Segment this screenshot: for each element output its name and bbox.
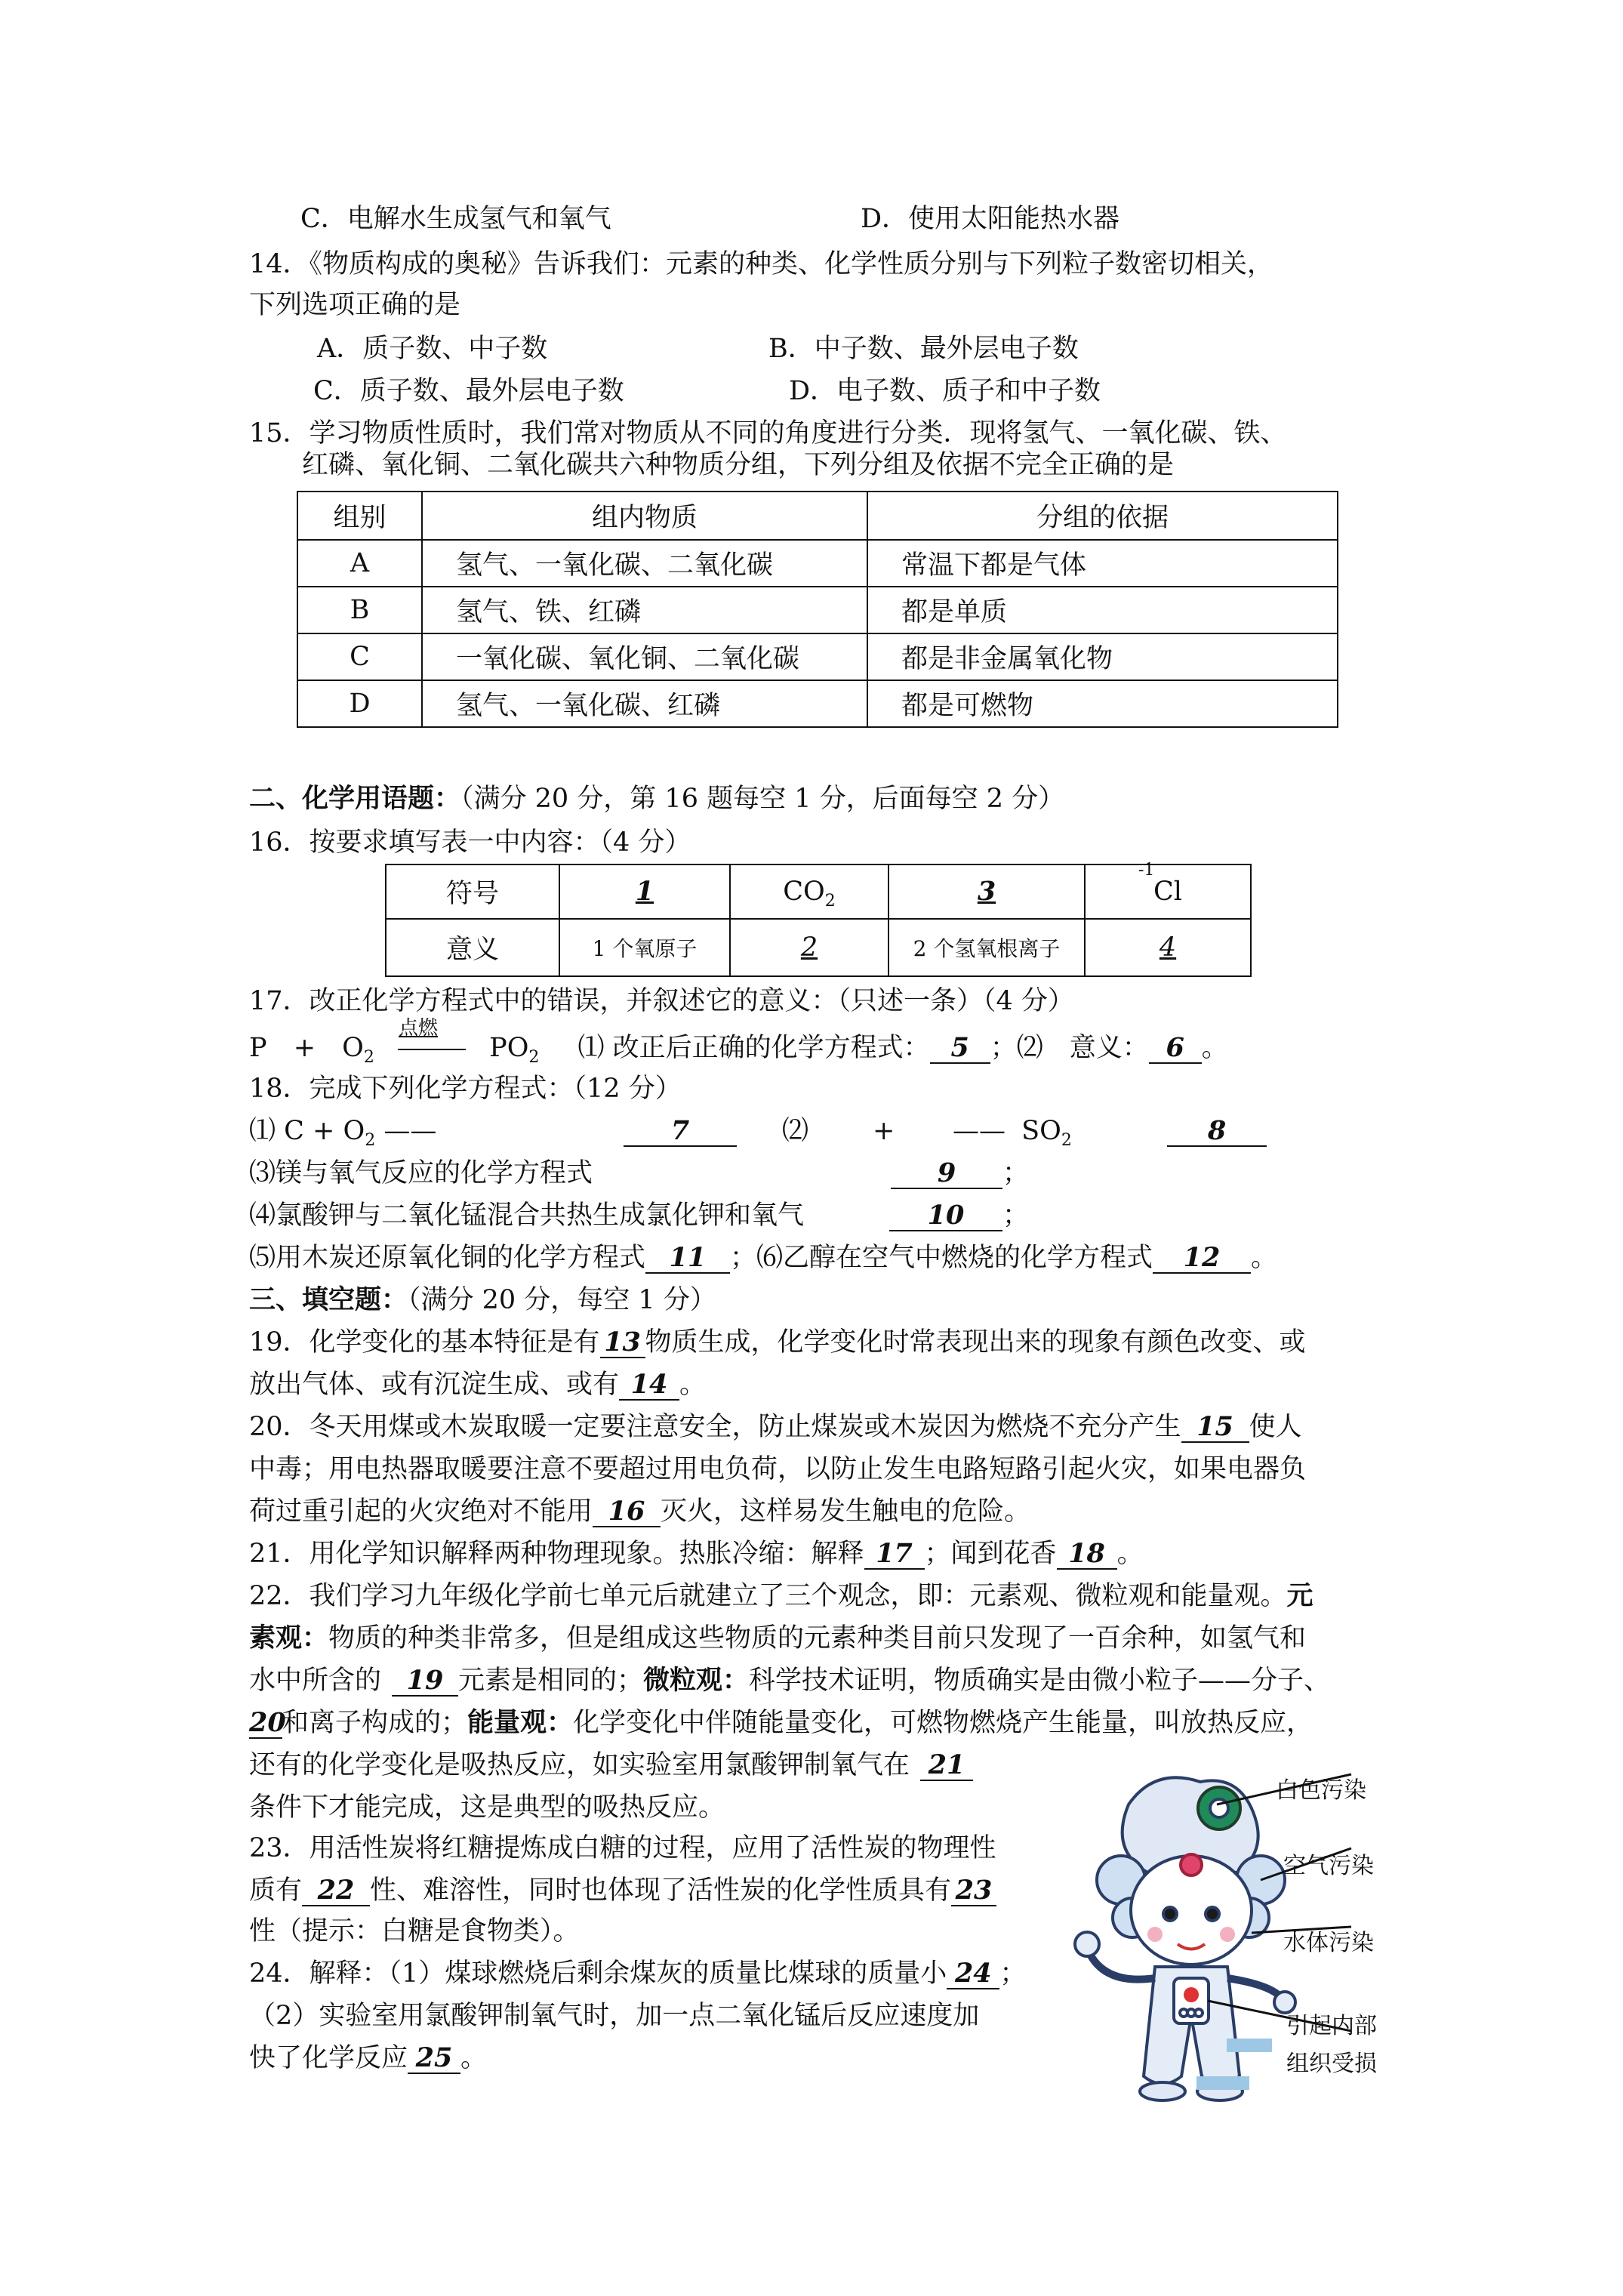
q15-header-basis: 分组的依据 <box>867 492 1338 540</box>
q15-header-group: 组别 <box>297 492 422 540</box>
q23-line1: 23．用活性炭将红糖提炼成白糖的过程，应用了活性炭的物理性 <box>249 1833 996 1863</box>
q14-stem-line1: 14．《物质构成的奥秘》告诉我们：元素的种类、化学性质分别与下列粒子数密切相关， <box>249 249 1274 279</box>
q21-text2: ；闻到花香 <box>924 1539 1057 1569</box>
q23-answer-22: 22 <box>302 1876 370 1906</box>
q22-text1: 22．我们学习九年级化学前七单元后就建立了三个观念，即：元素观、微粒观和能量观。 <box>249 1581 1287 1611</box>
q16-symbol-label: 符号 <box>386 864 559 919</box>
q21-answer-18: 18 <box>1057 1539 1117 1570</box>
q18-answer-8: 8 <box>1167 1117 1267 1147</box>
q20-line2: 中毒；用电热器取暖要注意不要超过用电负荷，以防止发生电路短路引起火灾，如果电器负 <box>249 1454 1307 1484</box>
q15-row-a-group: A <box>297 540 422 587</box>
q18-answer-10: 10 <box>889 1201 1002 1231</box>
q15-stem-line1: 15．学习物质性质时，我们常对物质从不同的角度进行分类．现将氢气、一氧化碳、铁、 <box>249 418 1287 448</box>
section2-heading <box>249 782 1064 815</box>
q18-l2-eq <box>953 1114 1072 1148</box>
q24-answer-25: 25 <box>408 2044 460 2074</box>
q18-answer-11: 11 <box>645 1244 730 1274</box>
q23-answer-23: 23 <box>951 1876 996 1906</box>
q15-row-d-substances: 氢气、一氧化碳、红磷 <box>422 680 867 727</box>
q19-line2 <box>249 1368 706 1401</box>
q14-option-a: A．质子数、中子数 <box>317 334 548 364</box>
q21-answer-17: 17 <box>864 1539 925 1570</box>
q22-bold1: 元 <box>1286 1580 1313 1611</box>
q21-text1: 21．用化学知识解释两种物理现象。热胀冷缩：解释 <box>249 1539 864 1569</box>
section3-note: （满分 20 分，每空 1 分） <box>408 1285 716 1315</box>
q15-row-a-substances: 氢气、一氧化碳、二氧化碳 <box>422 540 867 587</box>
section3-title: 三、填空题： <box>249 1285 408 1315</box>
q18-answer-9: 9 <box>891 1159 1002 1189</box>
q17-o2-sub: 2 <box>363 1048 374 1067</box>
q17-po2-sub: 2 <box>528 1048 540 1067</box>
q18-line4: ⑷氯酸钾与二氧化锰混合共热生成氯化钾和氧气 <box>249 1200 805 1231</box>
q15-row-b-group: B <box>297 587 422 633</box>
q15-table <box>297 491 1338 728</box>
q16-meaning-3: 2 个氢氧根离子 <box>888 919 1085 976</box>
q19-answer-13: 13 <box>600 1328 645 1358</box>
q22-text3: 水中所含的 <box>249 1666 382 1696</box>
label-white-pollution: 白色污染 <box>1276 1777 1366 1804</box>
q18-answer-7: 7 <box>624 1117 737 1147</box>
q16-cl: Cl <box>1153 877 1182 907</box>
q23-text2: 质有 <box>249 1875 303 1906</box>
q13-option-d: D．使用太阳能热水器 <box>861 204 1120 234</box>
q18-period: 。 <box>1251 1243 1278 1273</box>
q18-l1-sub: 2 <box>365 1131 376 1150</box>
q16-table <box>385 861 1252 977</box>
q22-bold4: 能量观： <box>467 1707 574 1738</box>
q24-semi: ； <box>999 1959 1027 1989</box>
q17-stem: 17．改正化学方程式中的错误，并叙述它的意义：（只述一条）（4 分） <box>249 986 1074 1016</box>
q17-po2: PO <box>489 1033 529 1063</box>
q24-text1: 24．解释：（1）煤球燃烧后剩余煤灰的质量比煤球的质量小 <box>249 1959 947 1989</box>
label-water-pollution: 水体污染 <box>1283 1930 1374 1956</box>
q16-answer-2: 2 <box>800 932 818 963</box>
q19-text3: 放出气体、或有沉淀生成、或有 <box>249 1370 620 1400</box>
q18-line1 <box>249 1114 436 1148</box>
section3-heading <box>249 1284 716 1317</box>
q20-text5: 灭火，这样易发生触电的危险。 <box>661 1496 1031 1527</box>
q14-option-c: C．质子数、最外层电子数 <box>313 376 624 406</box>
q22-answer-21: 21 <box>920 1751 973 1781</box>
q15-stem-line2: 红磷、氧化铜、二氧化碳共六种物质分组，下列分组及依据不完全正确的是 <box>302 450 1175 480</box>
q19-text1: 19．化学变化的基本特征是有 <box>249 1327 600 1358</box>
q16-co2-cell <box>730 864 888 919</box>
q17-answer-5: 5 <box>930 1034 990 1064</box>
q18-semi-9: ； <box>1002 1158 1030 1188</box>
q16-cl-cell <box>1085 861 1251 919</box>
q24-line2: （2）实验室用氯酸钾制氧气时，加一点二氧化锰后反应速度加 <box>249 2001 980 2031</box>
q18-l1-num: ⑴ <box>249 1116 276 1146</box>
q18-line3: ⑶镁与氧气反应的化学方程式 <box>249 1158 593 1188</box>
q18-semi-10: ； <box>1002 1200 1030 1231</box>
q14-stem-line2: 下列选项正确的是 <box>249 290 461 320</box>
q18-l2-num: ⑵ <box>782 1116 809 1146</box>
label-internal-1: 引起内部 <box>1286 2013 1377 2039</box>
q17-p: P <box>249 1033 267 1063</box>
q16-stem: 16．按要求填写表一中内容：（4 分） <box>249 827 691 858</box>
q17-answer-6: 6 <box>1149 1034 1202 1064</box>
q20-text4: 荷过重引起的火灾绝对不能用 <box>249 1496 593 1527</box>
q15-row-b-substances: 氢气、铁、红磷 <box>422 587 867 633</box>
section2-note: （满分 20 分，第 16 题每空 1 分，后面每空 2 分） <box>460 784 1065 814</box>
q19-text2: 物质生成，化学变化时常表现出来的现象有颜色改变、或 <box>645 1327 1306 1358</box>
q23-line3: 性（提示：白糖是食物类）。 <box>249 1916 580 1946</box>
q16-cl-charge: -1 <box>1138 861 1155 880</box>
q18-l2-arrow: —— <box>953 1116 1006 1146</box>
q22-line1 <box>249 1579 1313 1613</box>
label-internal-2: 组织受损 <box>1286 2051 1377 2077</box>
q22-line5 <box>249 1749 973 1782</box>
q20-answer-16: 16 <box>593 1497 661 1527</box>
q22-line4 <box>249 1706 1313 1740</box>
q20-text1: 20．冬天用煤或木炭取暖一定要注意安全，防止煤炭或木炭因为燃烧不充分产生 <box>249 1412 1181 1442</box>
q19-line1 <box>249 1326 1306 1359</box>
q22-bold2: 素观： <box>249 1623 329 1653</box>
q17-o2: O <box>342 1033 364 1063</box>
q18-l5-text: ⑸用木炭还原氧化铜的化学方程式 <box>249 1243 646 1273</box>
q21-text3: 。 <box>1116 1539 1144 1569</box>
q15-header-substances: 组内物质 <box>422 492 867 540</box>
q16-answer-4: 4 <box>1159 932 1177 963</box>
q18-l2-plus: + <box>873 1116 895 1146</box>
q20-text2: 使人 <box>1249 1412 1302 1442</box>
q18-stem: 18．完成下列化学方程式：（12 分） <box>249 1074 682 1104</box>
q22-answer-20: 20 <box>249 1707 286 1738</box>
section2-title: 二、化学用语题： <box>249 784 461 814</box>
q15-row-d-group: D <box>297 680 422 727</box>
q20-line1 <box>249 1410 1302 1444</box>
q18-l5b-text: ；⑹乙醇在空气中燃烧的化学方程式 <box>730 1243 1153 1273</box>
q16-co2: CO <box>783 877 825 907</box>
q22-text2: 物质的种类非常多，但是组成这些物质的元素种类目前只发现了一百余种，如氢气和 <box>328 1623 1307 1653</box>
q22-text4: 元素是相同的； <box>458 1666 644 1696</box>
q16-answer-1: 1 <box>635 876 654 907</box>
q16-meaning-label: 意义 <box>386 919 559 976</box>
q17-plus: + <box>293 1033 316 1063</box>
q22-line2 <box>249 1622 1306 1655</box>
q16-meaning-1: 1 个氧原子 <box>559 919 730 976</box>
q22-line3 <box>249 1664 1330 1697</box>
q24-text3: 快了化学反应 <box>249 2043 408 2073</box>
q22-text8: 还有的化学变化是吸热反应，如实验室用氯酸钾制氧气在 <box>249 1750 910 1780</box>
q22-answer-19: 19 <box>392 1666 458 1697</box>
q21-line <box>249 1537 1144 1570</box>
q19-answer-14: 14 <box>619 1370 679 1401</box>
q17-part1: ⑴ 改正后正确的化学方程式： <box>577 1033 930 1063</box>
q17-part2: ；⑵ 意义： <box>990 1033 1149 1063</box>
q18-answer-12: 12 <box>1153 1244 1251 1274</box>
q18-line5 <box>249 1241 1277 1274</box>
q22-text7: 化学变化中伴随能量变化，可燃物燃烧产生能量，叫放热反应， <box>573 1708 1313 1738</box>
q19-text4: 。 <box>679 1370 707 1400</box>
q15-row-c-substances: 一氧化碳、氧化铜、二氧化碳 <box>422 633 867 680</box>
q17-arrow-line <box>398 1049 466 1050</box>
q24-text4: 。 <box>460 2043 488 2073</box>
q18-so2: SO <box>1021 1116 1061 1146</box>
q17-condition: 点燃 <box>399 1017 439 1040</box>
q17-end: 。 <box>1201 1033 1228 1063</box>
q20-answer-15: 15 <box>1181 1413 1249 1443</box>
q18-so2-sub: 2 <box>1061 1131 1072 1150</box>
q23-line2 <box>249 1874 996 1907</box>
q24-line1 <box>249 1957 1026 1990</box>
q22-text5: 科学技术证明，物质确实是由微小粒子——分子、 <box>749 1666 1331 1696</box>
q22-line6: 条件下才能完成，这是典型的吸热反应。 <box>249 1792 725 1823</box>
q15-row-b-basis: 都是单质 <box>867 587 1338 633</box>
q13-option-c: C．电解水生成氢气和氧气 <box>300 204 611 234</box>
q15-row-a-basis: 常温下都是气体 <box>867 540 1338 587</box>
label-air-pollution: 空气污染 <box>1283 1853 1374 1879</box>
q24-line3 <box>249 2042 487 2075</box>
q14-option-b: B．中子数、最外层电子数 <box>768 334 1079 364</box>
q23-text3: 性、难溶性，同时也体现了活性炭的化学性质具有 <box>370 1875 952 1906</box>
q24-answer-24: 24 <box>947 1959 999 1989</box>
q17-equation <box>249 1031 1228 1065</box>
q16-co2-sub: 2 <box>824 892 836 911</box>
q15-row-c-basis: 都是非金属氧化物 <box>867 633 1338 680</box>
q22-bold3: 微粒观： <box>643 1665 750 1696</box>
q14-option-d: D．电子数、质子和中子数 <box>789 376 1101 406</box>
q16-answer-3: 3 <box>977 876 996 907</box>
q20-line3 <box>249 1495 1030 1528</box>
q15-row-d-basis: 都是可燃物 <box>867 680 1338 727</box>
q18-l1-eq: C + O <box>284 1116 365 1146</box>
q15-row-c-group: C <box>297 633 422 680</box>
q18-l1-arrow: —— <box>383 1116 437 1146</box>
q22-text6: 和离子构成的； <box>282 1708 468 1738</box>
mascot-figure <box>1057 1759 1434 2137</box>
